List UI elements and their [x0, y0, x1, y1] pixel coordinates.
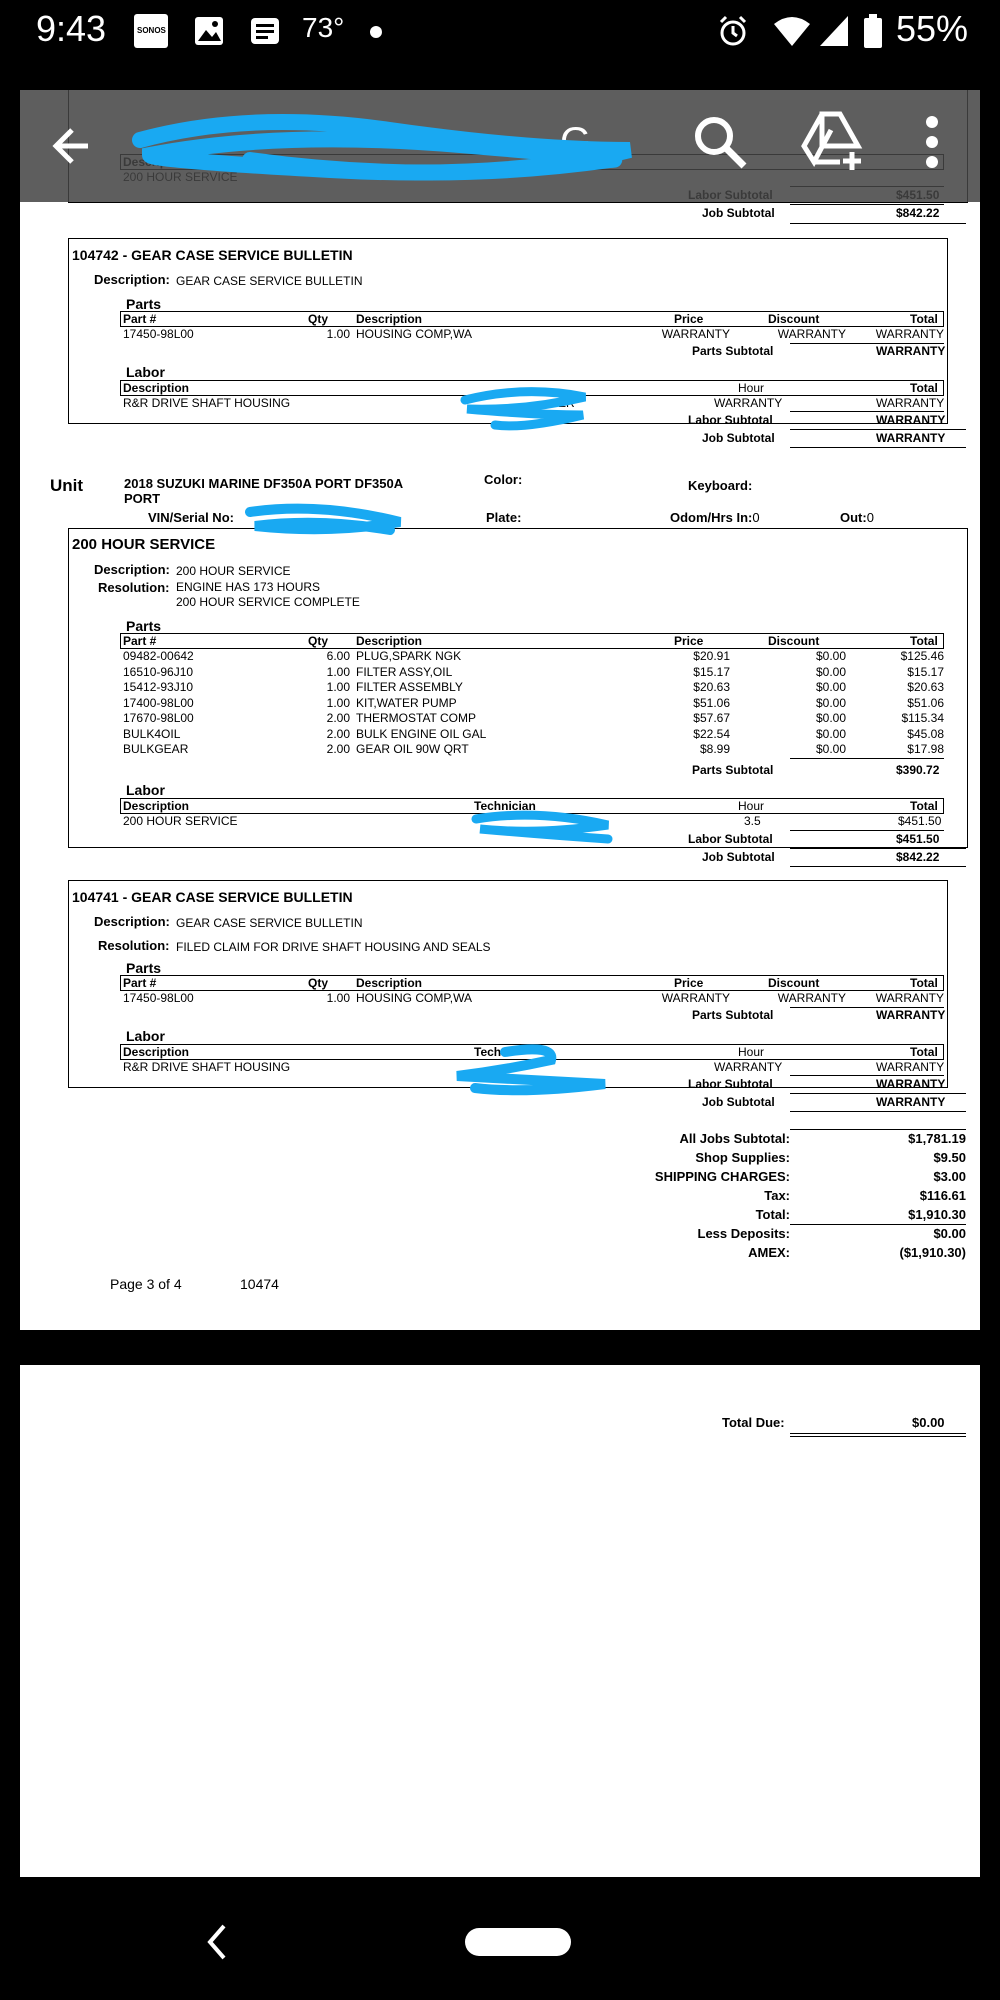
job-104741-resolution-label: Resolution:: [98, 938, 170, 953]
back-arrow-icon[interactable]: [44, 118, 100, 174]
more-options-icon[interactable]: [920, 110, 944, 174]
job-104741-parts-hdr-total: Total: [910, 976, 938, 990]
unit-label: Unit: [50, 476, 84, 495]
job-104741-labor-hdr-hour: Hour: [738, 1045, 765, 1059]
invoice-number: 10474: [240, 1276, 279, 1292]
job-104741-labor-total: WARRANTY: [876, 1060, 945, 1074]
parts-cell-qty: 1.00: [326, 695, 350, 710]
job-200-desc: 200 HOUR SERVICE: [176, 564, 291, 578]
job-104741-desc: GEAR CASE SERVICE BULLETIN: [176, 916, 363, 930]
job-104741-desc-label: Description:: [94, 914, 170, 929]
unit-name-line1: 2018 SUZUKI MARINE DF350A PORT DF350A: [124, 476, 404, 491]
job-104742-parts-hdr-part: Part #: [123, 312, 157, 326]
battery-icon: [862, 14, 884, 48]
job-104742-parts-hdr-desc: Description: [356, 312, 423, 326]
parts-cell-part: 17450-98L00: [123, 991, 194, 1005]
job-104742-desc: GEAR CASE SERVICE BULLETIN: [176, 274, 363, 288]
job-104741-labor-hdr-tech: Tech: [474, 1045, 502, 1059]
parts-cell-qty: 2.00: [326, 726, 350, 741]
parts-cell-total: WARRANTY: [875, 327, 944, 341]
redaction-scribble-title: [130, 100, 650, 190]
parts-cell-qty: 1.00: [326, 664, 350, 679]
job-104741-labor-label: Labor: [126, 1028, 165, 1044]
parts-cell-price: $22.54: [693, 726, 730, 741]
job-104742-parts-table: [120, 311, 944, 327]
job-104741-resolution: FILED CLAIM FOR DRIVE SHAFT HOUSING AND SEALS: [176, 940, 491, 954]
job-104742-parts-label: Parts: [126, 296, 162, 312]
weather-temp: 73°: [302, 12, 345, 43]
alarm-icon: [716, 14, 750, 48]
parts-cell-part: 17400-98L00: [123, 695, 194, 710]
job-104741-parts-hdr-discount: Discount: [768, 976, 820, 990]
unit-name-line2: PORT: [124, 491, 161, 506]
top-job-subtotal-label: Job Subtotal: [702, 206, 775, 220]
job-200-labor-hour: 3.5: [744, 814, 761, 828]
totals-label: All Jobs Subtotal:: [679, 1131, 790, 1146]
parts-cell-total: $115.34: [901, 711, 944, 725]
job-104741-labor-hour: WARRANTY: [714, 1060, 783, 1074]
job-200-parts-subtotal-label: Parts Subtotal: [692, 763, 774, 777]
wifi-icon: [772, 14, 812, 48]
parts-cell-discount: $0.00: [815, 680, 846, 694]
job-104742-job-underline: [790, 447, 966, 448]
job-104741-labor-hdr-desc: Description: [123, 1045, 190, 1059]
totals-label: Shop Supplies:: [695, 1150, 790, 1165]
parts-cell-price: $51.06: [693, 695, 730, 710]
job-200-parts-hdr-desc: Description: [356, 634, 423, 648]
job-104741-parts-hdr-desc: Description: [356, 976, 423, 990]
parts-cell-price: $8.99: [699, 742, 730, 756]
redaction-scribble-tech-3: [445, 1040, 615, 1100]
job-104741-title: 104741 - GEAR CASE SERVICE BULLETIN: [72, 889, 353, 905]
nav-home-pill[interactable]: [465, 1928, 571, 1956]
job-200-title: 200 HOUR SERVICE: [72, 536, 216, 553]
job-104741-parts-subtotal: WARRANTY: [876, 1008, 946, 1022]
unit-odom-value: 0: [752, 510, 760, 525]
job-104742-parts-subtotal-label: Parts Subtotal: [692, 344, 774, 358]
parts-cell-price: WARRANTY: [661, 327, 730, 341]
totals-tax-line: [790, 1224, 966, 1225]
job-104742-labor-hdr-total: Total: [910, 381, 938, 395]
totals-value: ($1,910.30): [899, 1245, 966, 1260]
parts-cell-total: $15.17: [907, 664, 944, 679]
unit-odom-label: Odom/Hrs In:: [670, 510, 753, 525]
top-job-subtotal-underline: [790, 223, 966, 224]
job-200-labor-hdr-total: Total: [910, 799, 938, 813]
totals-value: $0.00: [933, 1226, 966, 1241]
job-200-labor-hdr-hour: Hour: [738, 799, 765, 813]
job-104742-labor-desc: R&R DRIVE SHAFT HOUSING: [123, 396, 291, 410]
job-104742-parts-hdr-price: Price: [674, 312, 704, 326]
job-104742-job-line: [790, 429, 966, 430]
totals-value: $1,781.19: [908, 1131, 966, 1146]
unit-out-value: 0: [866, 510, 874, 525]
parts-cell-total: $51.06: [907, 695, 944, 710]
job-200-resolution-line1: ENGINE HAS 173 HOURS: [176, 580, 321, 594]
totals-label: Less Deposits:: [697, 1226, 790, 1241]
job-104742-parts-hdr-discount: Discount: [768, 312, 820, 326]
parts-cell-part: BULK4OIL: [123, 726, 181, 741]
parts-cell-discount: $0.00: [815, 664, 846, 679]
parts-cell-discount: $0.00: [815, 726, 846, 741]
job-104742-parts-hdr-qty: Qty: [308, 312, 329, 326]
image-icon: [192, 14, 226, 48]
job-104742-labor-subtotal-label: Labor Subtotal: [688, 413, 773, 427]
job-104742-labor-hdr-hour: Hour: [738, 381, 765, 395]
totals-label: SHIPPING CHARGES:: [654, 1169, 790, 1184]
job-104742-labor-hdr-desc: Description: [123, 381, 190, 395]
parts-cell-desc: FILTER ASSY,OIL: [356, 664, 453, 679]
job-104742-labor-total: WARRANTY: [876, 396, 945, 410]
totals-label: Total:: [755, 1207, 790, 1222]
document-page-4: [20, 1365, 980, 1877]
parts-cell-desc: BULK ENGINE OIL GAL: [356, 726, 487, 741]
parts-cell-part: BULKGEAR: [123, 742, 189, 756]
job-104741-parts-hdr-price: Price: [674, 976, 704, 990]
job-104742-job-subtotal-label: Job Subtotal: [702, 431, 775, 445]
total-due-value: $0.00: [912, 1415, 945, 1430]
unit-color-label: Color:: [484, 472, 523, 487]
navigation-bar: [0, 1885, 1000, 2000]
top-job-subtotal-line-left: [790, 204, 944, 205]
job-104741-labor-desc: R&R DRIVE SHAFT HOUSING: [123, 1060, 291, 1074]
parts-cell-qty: 1.00: [326, 327, 350, 341]
job-200-parts-table: [120, 633, 944, 649]
totals-value: $1,910.30: [908, 1207, 966, 1222]
parts-cell-qty: 1.00: [326, 991, 350, 1005]
totals-top-line: [790, 1129, 966, 1130]
parts-cell-discount: $0.00: [815, 711, 846, 725]
job-200-labor-subtotal-label: Labor Subtotal: [688, 832, 773, 846]
parts-cell-desc: THERMOSTAT COMP: [356, 711, 476, 725]
job-104741-parts-table: [120, 975, 944, 991]
sonos-icon: SONOS: [134, 14, 168, 48]
unit-keyboard-label: Keyboard:: [688, 478, 753, 493]
job-200-parts-subtotal: $390.72: [896, 763, 940, 777]
status-bar: [0, 0, 1000, 62]
job-200-labor-label: Labor: [126, 782, 165, 798]
redaction-scribble-tech-1: [455, 385, 595, 435]
job-104741-labor-hdr-total: Total: [910, 1045, 938, 1059]
news-icon: [248, 14, 282, 48]
job-200-resolution-line2: 200 HOUR SERVICE COMPLETE: [176, 595, 360, 609]
job-104741-parts-hdr-qty: Qty: [308, 976, 329, 990]
job-200-labor-line: [790, 830, 944, 831]
job-200-job-subtotal: $842.22: [896, 850, 940, 864]
job-200-job-underline: [790, 866, 966, 867]
signal-icon: [818, 14, 852, 48]
unit-odom: [670, 510, 760, 525]
parts-cell-part: 15412-93J10: [123, 680, 194, 694]
total-due-underline: [790, 1433, 966, 1437]
job-200-parts-line: [790, 758, 944, 759]
parts-cell-qty: 2.00: [326, 711, 350, 725]
unit-out-label: Out:: [840, 510, 867, 525]
parts-cell-total: $20.63: [907, 680, 944, 694]
job-104741-parts-label: Parts: [126, 960, 162, 976]
job-200-job-subtotal-label: Job Subtotal: [702, 850, 775, 864]
top-job-subtotal: $842.22: [896, 206, 940, 220]
parts-cell-discount: $0.00: [815, 742, 846, 756]
parts-cell-price: $57.67: [693, 711, 730, 725]
job-200-resolution-label: Resolution:: [98, 580, 170, 595]
job-104741-parts-hdr-part: Part #: [123, 976, 157, 990]
job-104742-labor-tech: ER: [558, 396, 575, 410]
unit-vin-label: VIN/Serial No:: [148, 510, 234, 525]
parts-cell-desc: KIT,WATER PUMP: [356, 695, 457, 710]
search-icon[interactable]: [688, 110, 752, 174]
battery-percent: 55%: [896, 8, 969, 49]
notification-dot: [370, 26, 382, 38]
parts-cell-desc: HOUSING COMP,WA: [356, 991, 473, 1005]
totals-value: $3.00: [933, 1169, 966, 1184]
parts-cell-desc: HOUSING COMP,WA: [356, 327, 473, 341]
job-104741-labor-line: [790, 1075, 944, 1076]
parts-cell-desc: PLUG,SPARK NGK: [356, 649, 462, 663]
parts-cell-qty: 1.00: [326, 680, 350, 694]
add-to-drive-icon[interactable]: [800, 108, 864, 172]
job-104742-labor-subtotal: WARRANTY: [876, 413, 946, 427]
parts-cell-discount: WARRANTY: [777, 327, 846, 341]
job-200-job-line: [790, 848, 966, 849]
parts-cell-total: $125.46: [900, 649, 944, 663]
document-page-3: [20, 90, 980, 1330]
status-time: 9:43: [36, 8, 107, 49]
job-104742-parts-subtotal: WARRANTY: [876, 344, 946, 358]
job-104741-job-subtotal-label: Job Subtotal: [702, 1095, 775, 1109]
parts-cell-discount: WARRANTY: [777, 991, 846, 1005]
nav-back-icon[interactable]: [200, 1920, 234, 1964]
job-200-parts-hdr-discount: Discount: [768, 634, 820, 648]
totals-value: $116.61: [919, 1188, 966, 1203]
job-200-labor-total: $451.50: [898, 814, 942, 828]
page-number: Page 3 of 4: [110, 1276, 182, 1292]
job-104741-job-line: [790, 1093, 966, 1094]
redaction-scribble-tech-2: [468, 805, 618, 845]
job-200-parts-hdr-price: Price: [674, 634, 704, 648]
unit-out: [840, 510, 874, 525]
parts-cell-qty: 6.00: [326, 649, 350, 663]
job-104742-desc-label: Description:: [94, 272, 170, 287]
parts-cell-desc: FILTER ASSEMBLY: [356, 680, 463, 694]
job-104742-labor-label: Labor: [126, 364, 165, 380]
parts-cell-desc: GEAR OIL 90W QRT: [356, 742, 469, 756]
parts-cell-part: 17670-98L00: [123, 711, 194, 725]
job-200-parts-hdr-part: Part #: [123, 634, 157, 648]
job-104741-labor-subtotal: WARRANTY: [876, 1077, 946, 1091]
parts-cell-total: $45.08: [907, 726, 944, 741]
job-200-labor-hdr-tech: Technician: [474, 799, 536, 813]
redaction-scribble-vin: [240, 500, 410, 540]
job-200-labor-hdr-desc: Description: [123, 799, 190, 813]
job-104741-labor-subtotal-label: Labor Subtotal: [688, 1077, 773, 1091]
job-200-desc-label: Description:: [94, 562, 170, 577]
parts-cell-price: $20.63: [693, 680, 730, 694]
parts-cell-price: $15.17: [693, 664, 730, 679]
totals-value: $9.50: [933, 1150, 966, 1165]
job-200-parts-label: Parts: [126, 618, 162, 634]
job-104741-parts-subtotal-label: Parts Subtotal: [692, 1008, 774, 1022]
parts-cell-discount: $0.00: [815, 649, 846, 663]
parts-cell-price: WARRANTY: [661, 991, 730, 1005]
job-200-parts-hdr-total: Total: [910, 634, 938, 648]
parts-cell-discount: $0.00: [815, 695, 846, 710]
document-title: G...: [560, 120, 625, 164]
job-200-parts-hdr-qty: Qty: [308, 634, 329, 648]
total-due-label: Total Due:: [722, 1415, 785, 1430]
totals-label: Tax:: [764, 1188, 790, 1203]
totals-label: AMEX:: [748, 1245, 790, 1260]
unit-plate-label: Plate:: [486, 510, 522, 525]
job-200-labor-subtotal: $451.50: [896, 832, 940, 846]
job-200-labor-desc: 200 HOUR SERVICE: [123, 814, 238, 828]
job-104741-job-subtotal: WARRANTY: [876, 1095, 946, 1109]
parts-cell-part: 17450-98L00: [123, 327, 194, 341]
job-104742-parts-hdr-total: Total: [910, 312, 938, 326]
parts-cell-part: 09482-00642: [123, 649, 194, 663]
parts-cell-qty: 2.00: [326, 742, 350, 756]
parts-cell-part: 16510-96J10: [123, 664, 194, 679]
job-104742-labor-line: [790, 411, 944, 412]
job-104742-labor-hour: WARRANTY: [714, 396, 783, 410]
job-104742-title: 104742 - GEAR CASE SERVICE BULLETIN: [72, 247, 353, 263]
parts-cell-total: WARRANTY: [875, 991, 944, 1005]
parts-cell-price: $20.91: [693, 649, 730, 663]
job-104741-job-underline: [790, 1111, 966, 1112]
job-104742-job-subtotal: WARRANTY: [876, 431, 946, 445]
parts-cell-total: $17.98: [907, 742, 944, 756]
